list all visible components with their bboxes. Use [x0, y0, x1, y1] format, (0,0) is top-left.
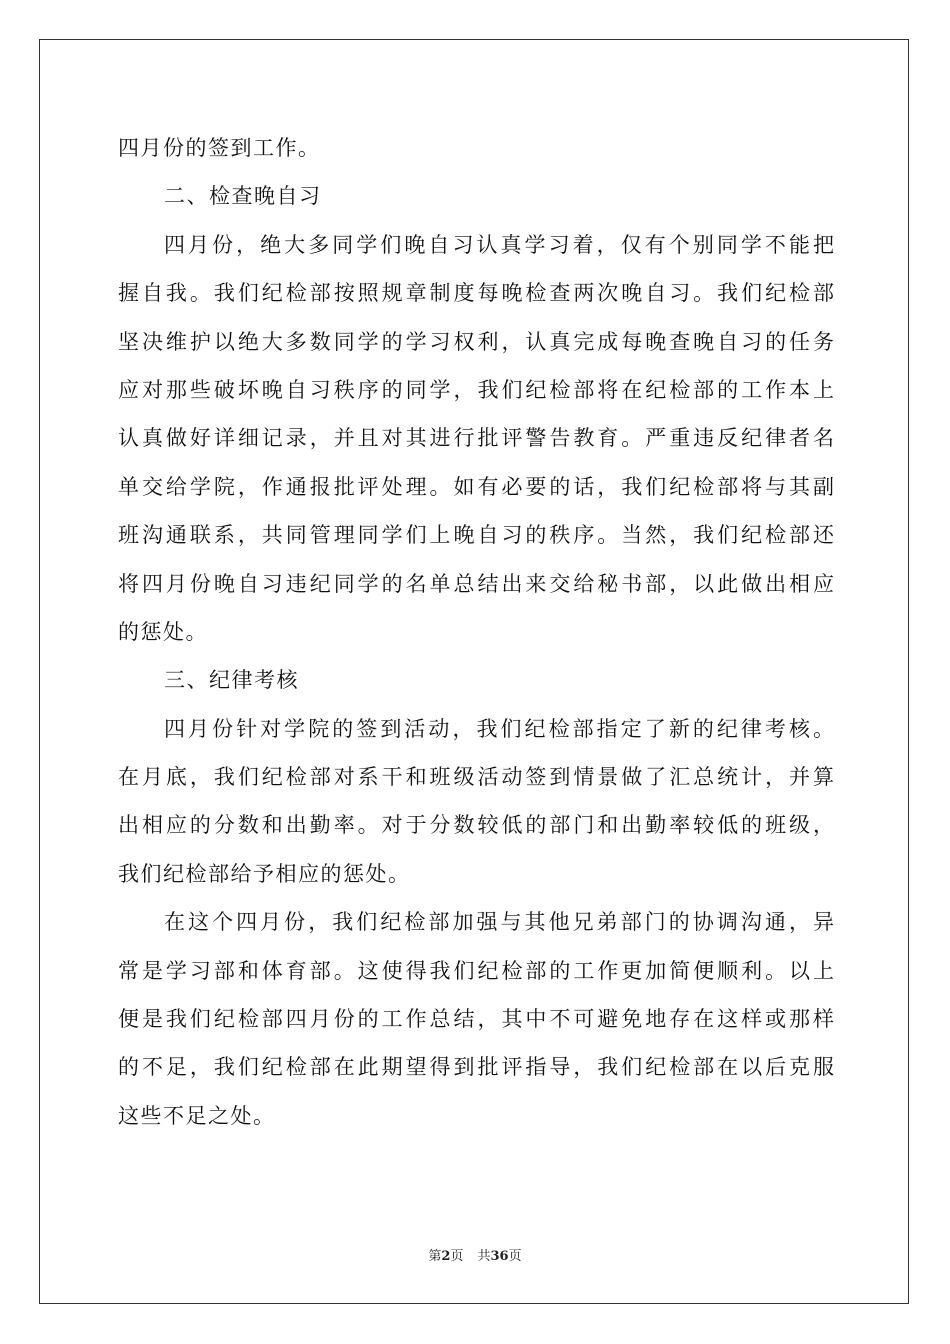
text-line: 的不足，我们纪检部在此期望得到批评指导，我们纪检部在以后克服 — [118, 1055, 834, 1080]
section-heading: 二、检查晚自习 — [164, 184, 322, 209]
text-line: 便是我们纪检部四月份的工作总结，其中不可避免地存在这样或那样 — [118, 1007, 834, 1032]
text-line: 四月份的签到工作。 — [118, 136, 321, 160]
total-suffix: 页 — [508, 1249, 522, 1264]
text-line: 应对那些破坏晚自习秩序的同学，我们纪检部将在纪检部的工作本上 — [118, 377, 834, 402]
page-suffix: 页 — [450, 1249, 464, 1264]
text-line: 我们纪检部给予相应的惩处。 — [118, 861, 411, 886]
text-line: 单交给学院，作通报批评处理。如有必要的话，我们纪检部将与其副 — [118, 474, 834, 499]
text-line: 常是学习部和体育部。这使得我们纪检部的工作更加简便顺利。以上 — [118, 958, 834, 983]
total-prefix: 共 — [477, 1249, 491, 1264]
text-line: 班沟通联系，共同管理同学们上晚自习的秩序。当然，我们纪检部还 — [118, 523, 834, 548]
text-line: 认真做好详细记录，并且对其进行批评警告教育。严重违反纪律者名 — [118, 426, 834, 451]
page-prefix: 第 — [428, 1249, 442, 1264]
section-heading: 三、纪律考核 — [164, 668, 299, 693]
total-pages: 36 — [490, 1249, 509, 1264]
text-line: 四月份针对学院的签到活动，我们纪检部指定了新的纪律考核。 — [164, 716, 834, 741]
text-line: 将四月份晚自习违纪同学的名单总结出来交给秘书部，以此做出相应 — [118, 571, 834, 596]
text-line: 坚决维护以绝大多数同学的学习权利，认真完成每晚查晚自习的任务 — [118, 329, 834, 354]
text-line: 在月底，我们纪检部对系干和班级活动签到情景做了汇总统计，并算 — [118, 765, 834, 790]
text-line: 这些不足之处。 — [118, 1103, 276, 1128]
page-number: 2 — [441, 1249, 451, 1264]
document-body — [118, 128, 834, 1144]
text-line: 四月份，绝大多同学们晚自习认真学习着，仅有个别同学不能把 — [164, 232, 834, 257]
text-line: 的惩处。 — [118, 619, 208, 644]
text-line: 在这个四月份，我们纪检部加强与其他兄弟部门的协调沟通，异 — [164, 910, 834, 935]
text-line: 出相应的分数和出勤率。对于分数较低的部门和出勤率较低的班级， — [118, 813, 834, 838]
text-line: 握自我。我们纪检部按照规章制度每晚检查两次晚自习。我们纪检部 — [118, 281, 834, 306]
page-footer — [0, 1245, 950, 1264]
